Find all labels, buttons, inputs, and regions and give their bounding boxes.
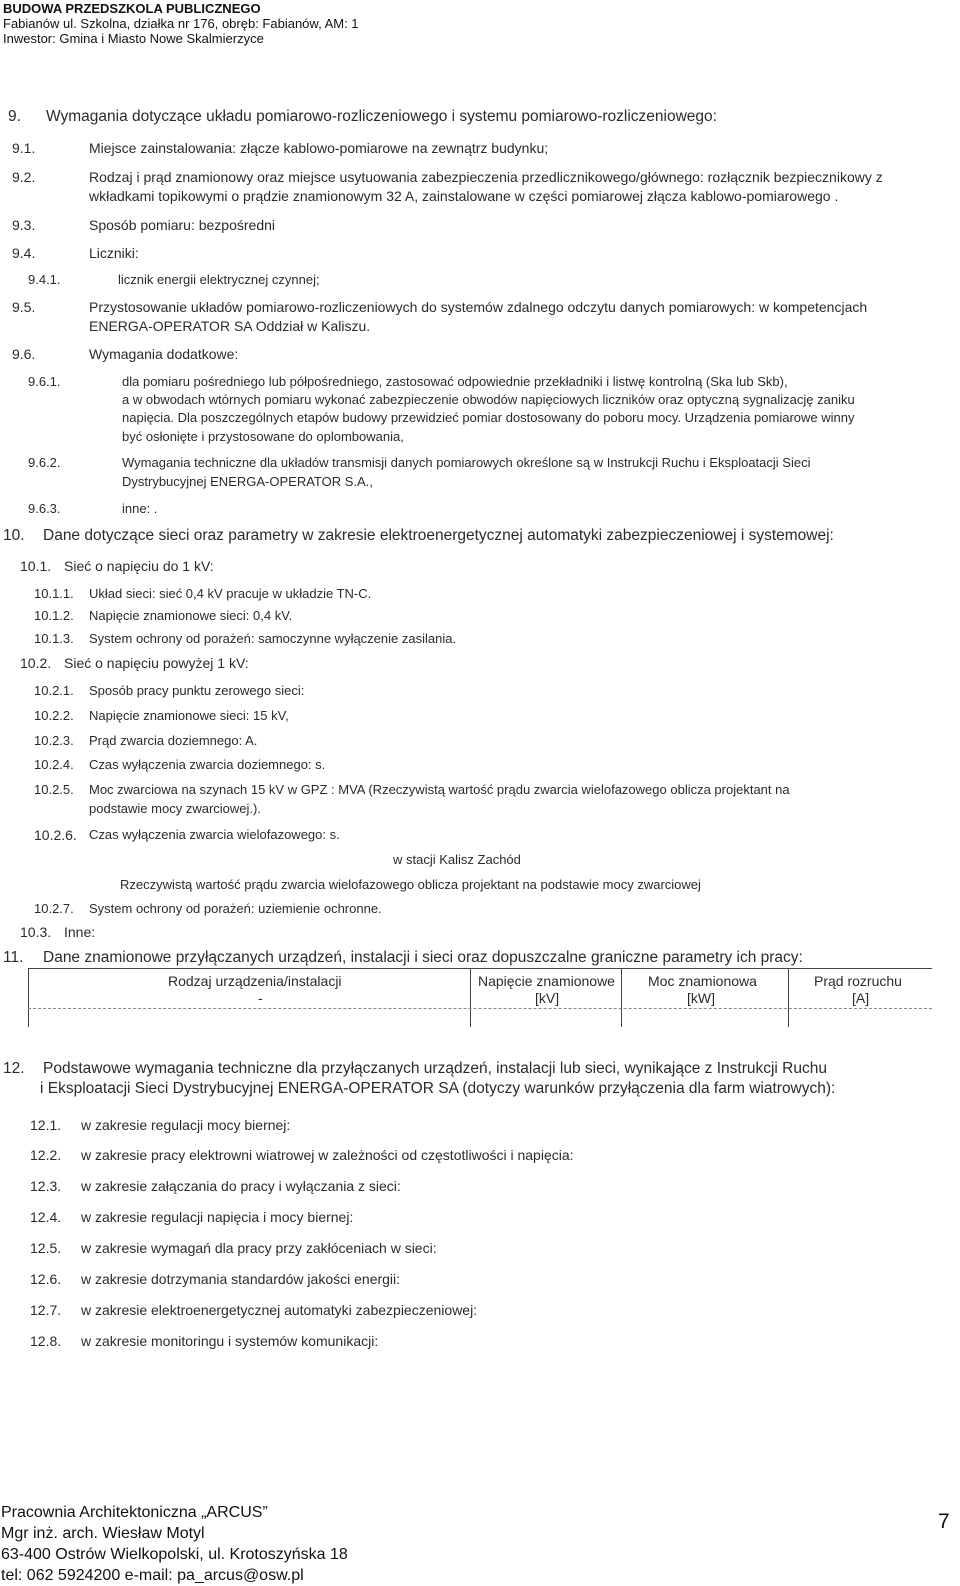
table-divider — [470, 969, 471, 1027]
unit-type: - — [258, 990, 263, 1006]
unit-voltage: [kV] — [535, 990, 560, 1006]
document-footer — [1, 1502, 348, 1586]
document-header — [3, 1, 359, 46]
item-10-2-6-note: Rzeczywistą wartość prądu zwarcia wielofazowego oblicza projektant na podstawie mocy zwarciowej — [120, 877, 701, 892]
table-row — [28, 1008, 932, 1009]
column-header-current: Prąd rozruchu — [814, 973, 902, 989]
table-border — [28, 969, 29, 1027]
page-number: 7 — [938, 1510, 950, 1533]
column-header-type: Rodzaj urządzenia/instalacji — [168, 973, 342, 989]
column-header-voltage: Napięcie znamionowe — [478, 973, 615, 989]
item-9-6-1-line2: a w obwodach wtórnych pomiaru wykonać zabezpieczenie obwodów napięciowych liczników oraz optyczną sygnalizację zaniku — [122, 392, 855, 407]
item-10-2-6-station: w stacji Kalisz Zachód — [393, 852, 521, 867]
header-address: Fabianów ul. Szkolna, działka nr 176, obręb: Fabianów, AM: 1 — [3, 16, 359, 31]
footer-company: Pracownia Architektoniczna „ARCUS” — [1, 1504, 268, 1521]
section-12-heading-cont: i Eksploatacji Sieci Dystrybucyjnej ENERGA-OPERATOR SA (dotyczy warunków przyłączenia dla farm wiatrowych): — [40, 1080, 836, 1097]
item-10-2-5-cont: podstawie mocy zwarciowej.). — [89, 801, 261, 816]
column-header-power: Moc znamionowa — [648, 973, 757, 989]
table-divider — [788, 969, 789, 1027]
parameters-table — [28, 968, 932, 1027]
unit-power: [kW] — [687, 990, 715, 1006]
item-9-2-cont: wkładkami topikowymi o prądzie znamionowym 32 A, zainstalowane w części pomiarowej złącza kablowo-pomiarowego . — [89, 188, 839, 204]
footer-architect: Mgr inż. arch. Wiesław Motyl — [1, 1525, 205, 1542]
table-divider — [621, 969, 622, 1027]
footer-address: 63-400 Ostrów Wielkopolski, ul. Krotoszyńska 18 — [1, 1546, 348, 1563]
footer-contact: tel: 062 5924200 e-mail: pa_arcus@osw.pl — [1, 1567, 304, 1584]
item-9-5-cont: ENERGA-OPERATOR SA Oddział w Kaliszu. — [89, 318, 371, 334]
item-9-6-2-cont: Dystrybucyjnej ENERGA-OPERATOR S.A., — [122, 474, 373, 489]
unit-current: [A] — [852, 990, 870, 1006]
header-title: BUDOWA PRZEDSZKOLA PUBLICZNEGO — [3, 1, 261, 16]
item-9-6-1-line4: być osłonięte i przystosowane do oplombowania, — [122, 429, 404, 444]
item-9-6-1-line3: napięcia. Dla poszczególnych etapów budowy przewidzieć pomiar dostosowany do poboru mocy. Urządzenia pomiarowe winny — [122, 410, 855, 425]
header-investor: Inwestor: Gmina i Miasto Nowe Skalmierzyce — [3, 31, 264, 46]
